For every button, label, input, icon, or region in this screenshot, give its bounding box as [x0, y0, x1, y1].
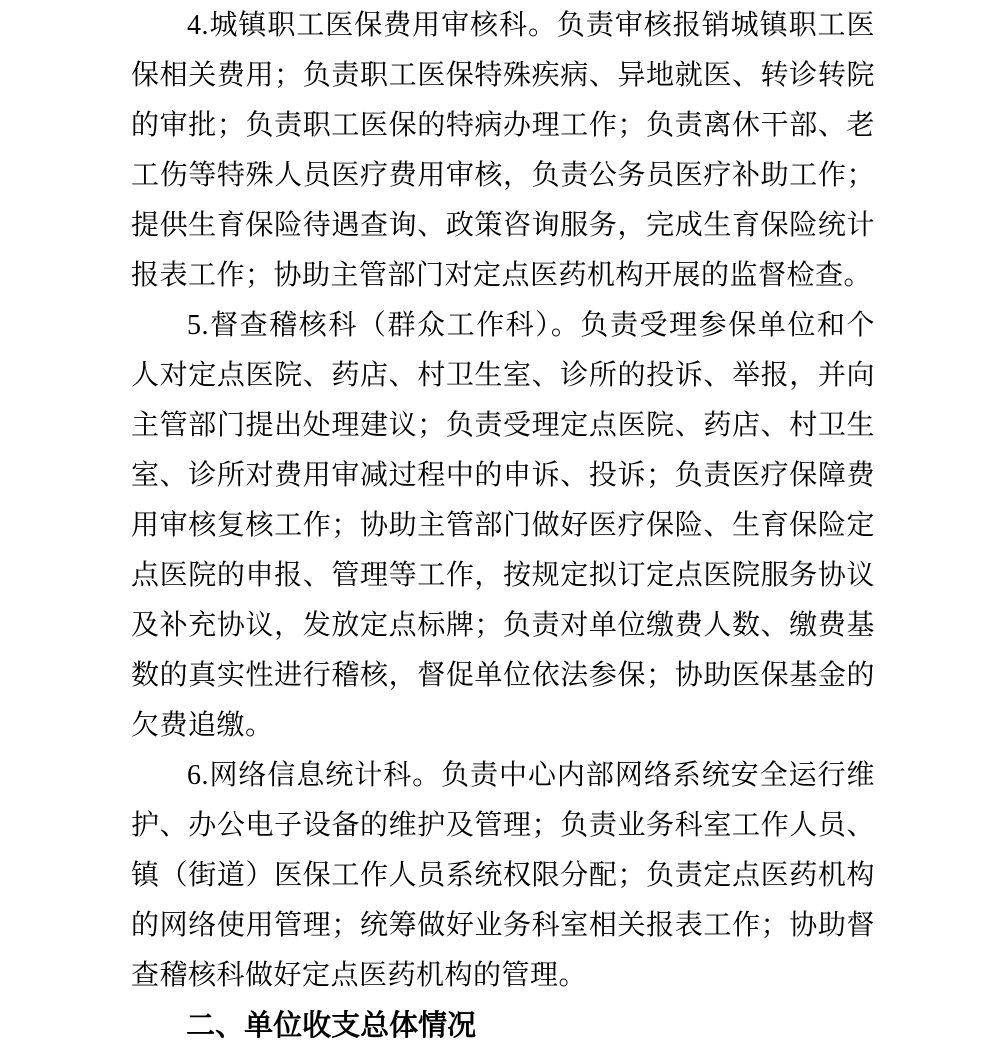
section-heading-unit-revenue-expenditure: 二、单位收支总体情况	[186, 1010, 477, 1042]
document-text-column	[131, 0, 875, 1051]
paragraph-dept-6-duties: 6.网络信息统计科。负责中心内部网络系统安全运行维护、办公电子设备的维护及管理；负责业务科室工作人员、镇（街道）医保工作人员系统权限分配；负责定点医药机构的网络使用管理；统筹做好业务科室相关报表工作；协助督查稽核科做好定点医药机构的管理。	[131, 760, 875, 991]
paragraph-dept-4-duties: 4.城镇职工医保费用审核科。负责审核报销城镇职工医保相关费用；负责职工医保特殊疾病、异地就医、转诊转院的审批；负责职工医保的特病办理工作；负责离休干部、老工伤等特殊人员医疗费用审核，负责公务员医疗补助工作；提供生育保险待遇查询、政策咨询服务，完成生育保险统计报表工作；协助主管部门对定点医药机构开展的监督检查。	[131, 10, 875, 291]
paragraph-dept-5-duties: 5.督查稽核科（群众工作科）。负责受理参保单位和个人对定点医院、药店、村卫生室、诊所的投诉、举报，并向主管部门提出处理建议；负责受理定点医院、药店、村卫生室、诊所对费用审减过程中的申诉、投诉；负责医疗保障费用审核复核工作；协助主管部门做好医疗保险、生育保险定点医院的申报、管理等工作，按规定拟订定点医院服务协议及补充协议，发放定点标牌；负责对单位缴费人数、缴费基数的真实性进行稽核，督促单位依法参保；协助医保基金的欠费追缴。	[131, 310, 875, 741]
